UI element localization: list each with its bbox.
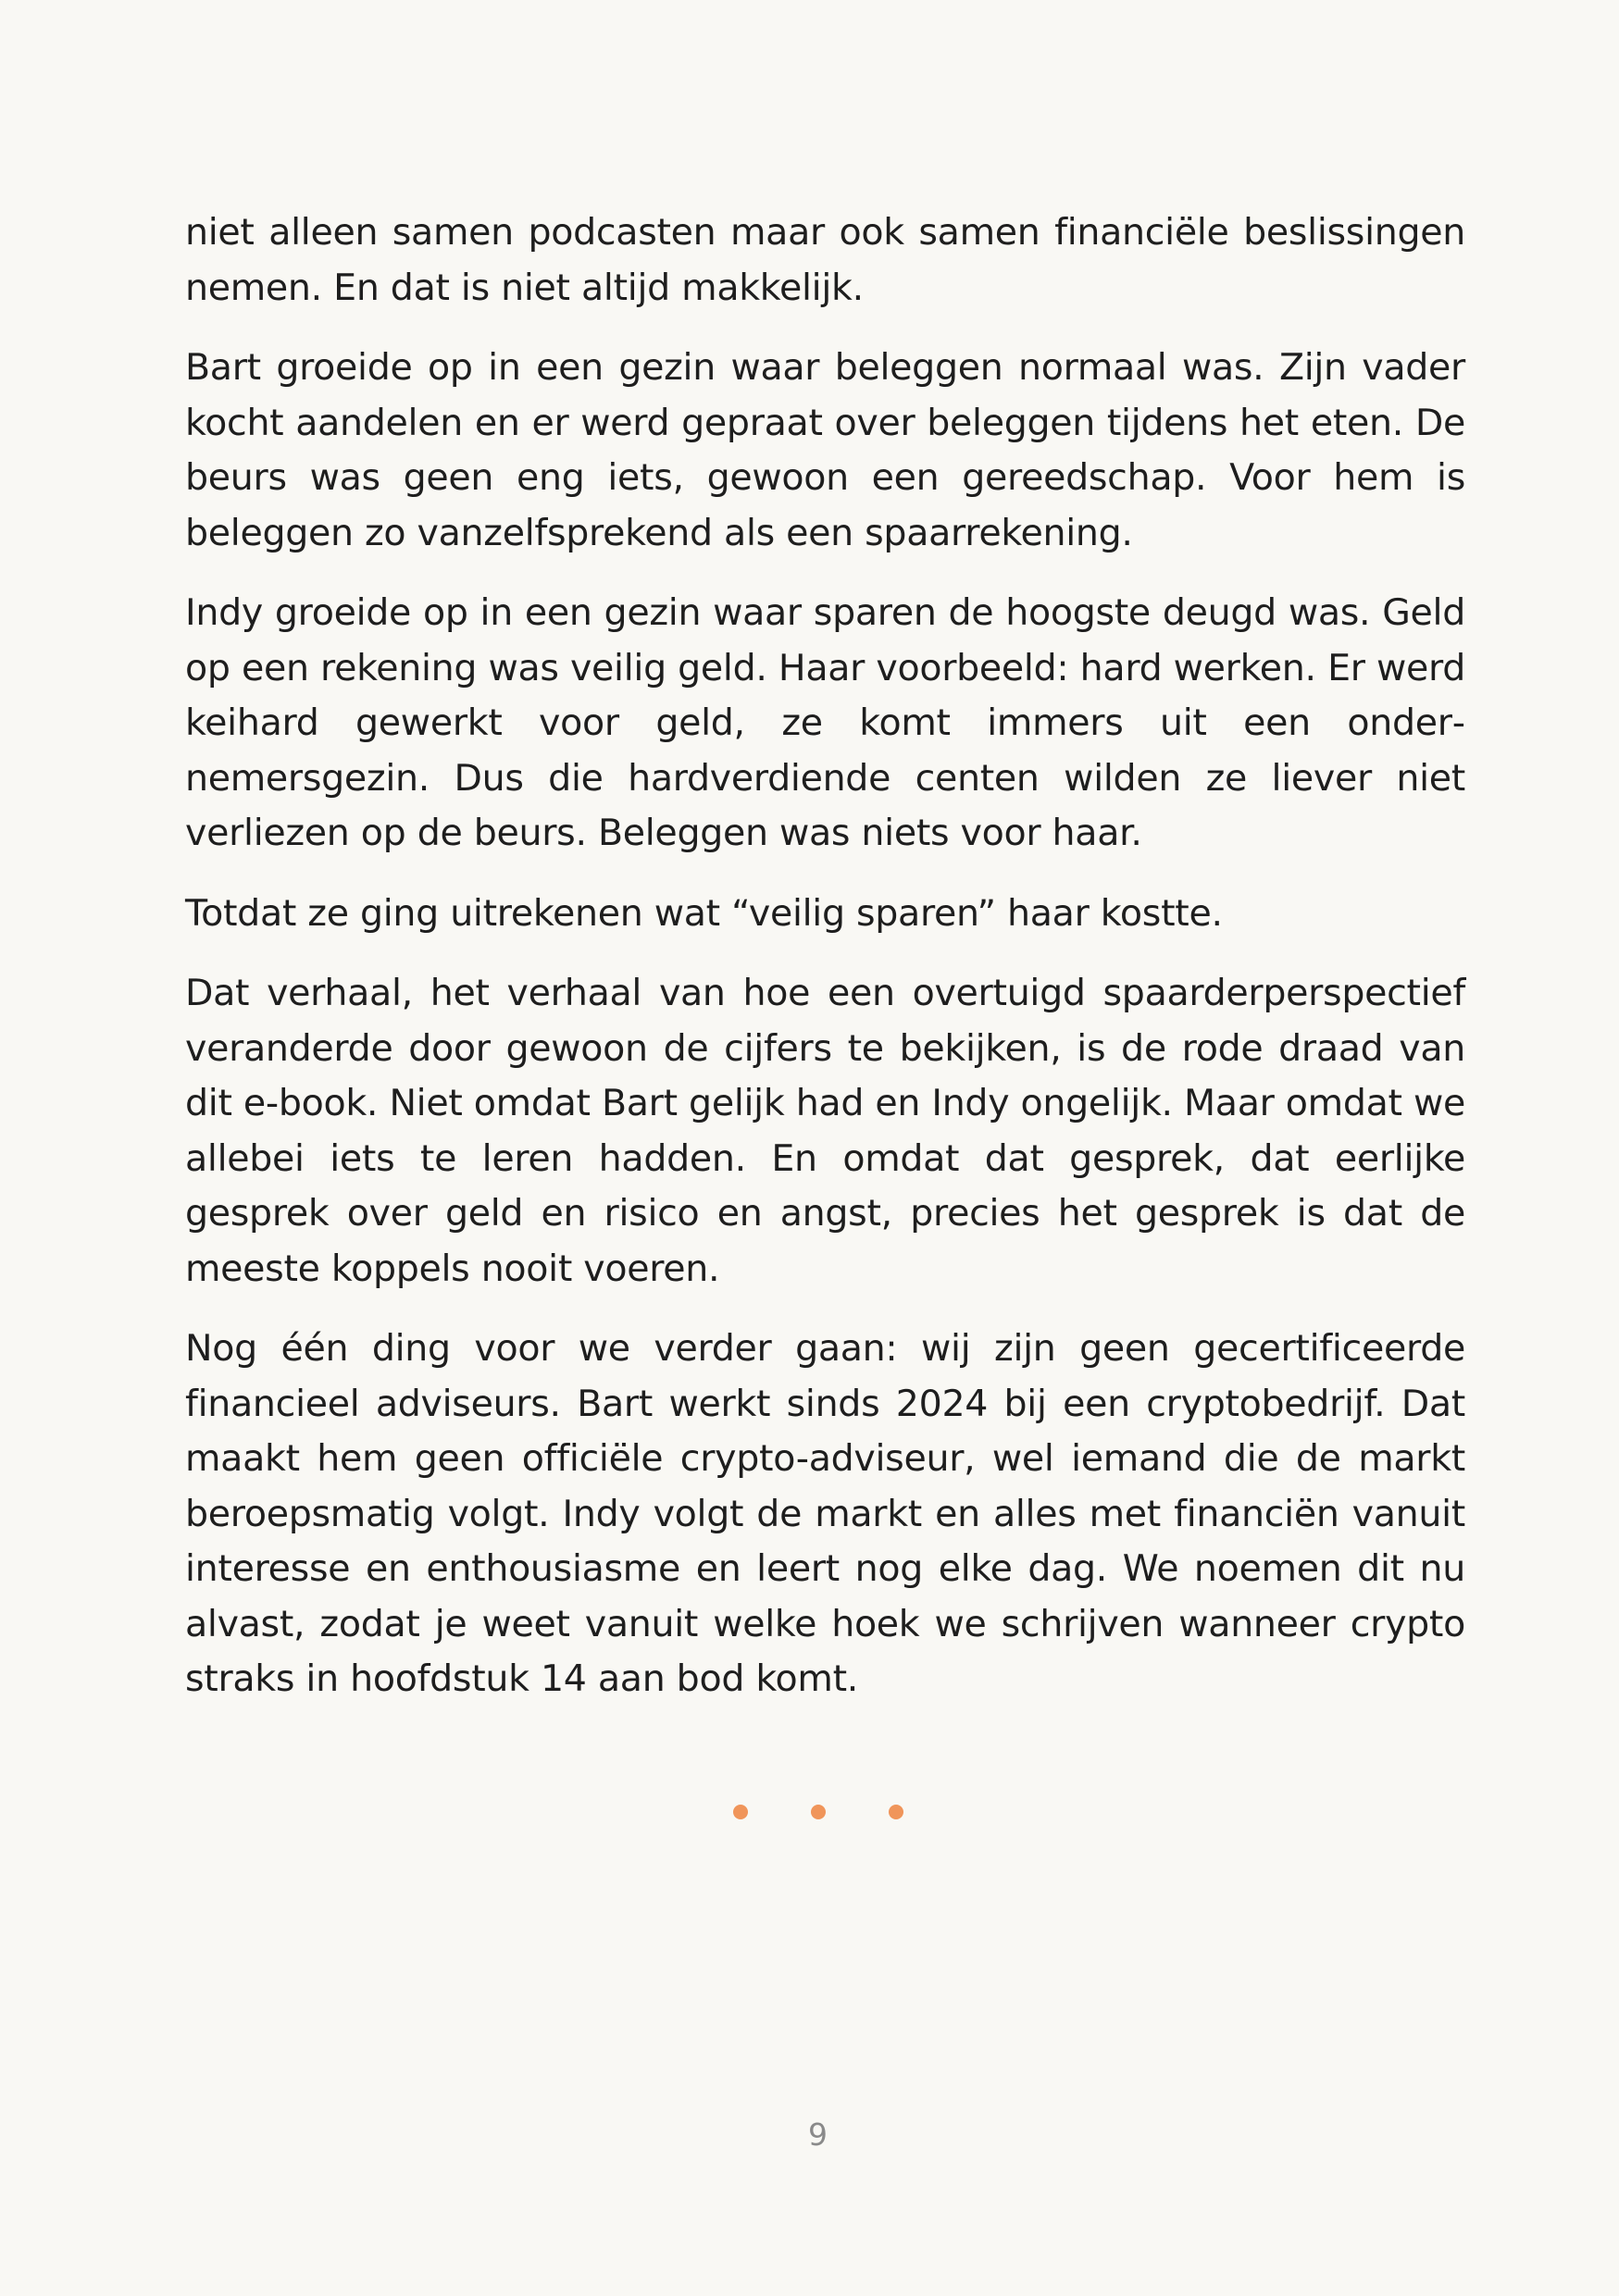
paragraph-veilig-sparen: Totdat ze ging uitrekenen wat “veilig sparen” haar kostte. bbox=[185, 891, 1223, 935]
paragraph-intro-continued: niet alleen samen podcasten maar ook samen financiële beslissingen nemen. En dat is niet altijd makkelijk. bbox=[185, 211, 1465, 309]
separator-dot bbox=[889, 1805, 903, 1819]
page-number: 9 bbox=[808, 2116, 828, 2153]
section-separator bbox=[0, 1805, 1619, 1823]
paragraph-rode-draad: Dat verhaal, het verhaal van hoe een overtuigd spaarderperspectief veranderde door gewoon de cijfers te bekijken, is de rode draad van dit e-book. Niet omdat Bart gelijk had en Indy ongelijk. Maar omdat we allebei iets te leren hadden. En omdat dat gesprek, dat eerlijke gesprek over geld en risico en angst, precies het gesprek is dat de meeste koppels nooit voeren. bbox=[185, 972, 1465, 1290]
page-body bbox=[185, 205, 1465, 1732]
paragraph-disclaimer: Nog één ding voor we verder gaan: wij zijn geen gecertificeerde financieel adviseurs. Bart werkt sinds 2024 bij een cryptobedrijf. Dat maakt hem geen officiële crypto-adviseur, wel iemand die de markt beroepsmatig volgt. Indy volgt de markt en alles met financiën vanuit interesse en enthousiasme en leert nog elke dag. We noemen dit nu alvast, zodat je weet vanuit welke hoek we schrijven wanneer crypto straks in hoofdstuk 14 aan bod komt. bbox=[185, 1327, 1465, 1700]
paragraph-bart-background: Bart groeide op in een gezin waar beleggen normaal was. Zijn vader kocht aandelen en er werd gepraat over beleggen tijdens het eten. De beurs was geen eng iets, gewoon een gereedschap. Voor hem is beleggen zo vanzelfsprekend als een spaarrekening. bbox=[185, 346, 1465, 554]
separator-dot bbox=[733, 1805, 748, 1819]
paragraph-indy-background: Indy groeide op in een gezin waar sparen de hoogste deugd was. Geld op een rekening was veilig geld. Haar voorbeeld: hard werken. Er werd keihard gewerkt voor geld, ze komt immers uit een ondernemersgezin. Dus die hardverdiende centen wilden ze liever niet verliezen op de beurs. Beleggen was niets voor haar. bbox=[185, 591, 1465, 854]
separator-dot bbox=[811, 1805, 826, 1819]
